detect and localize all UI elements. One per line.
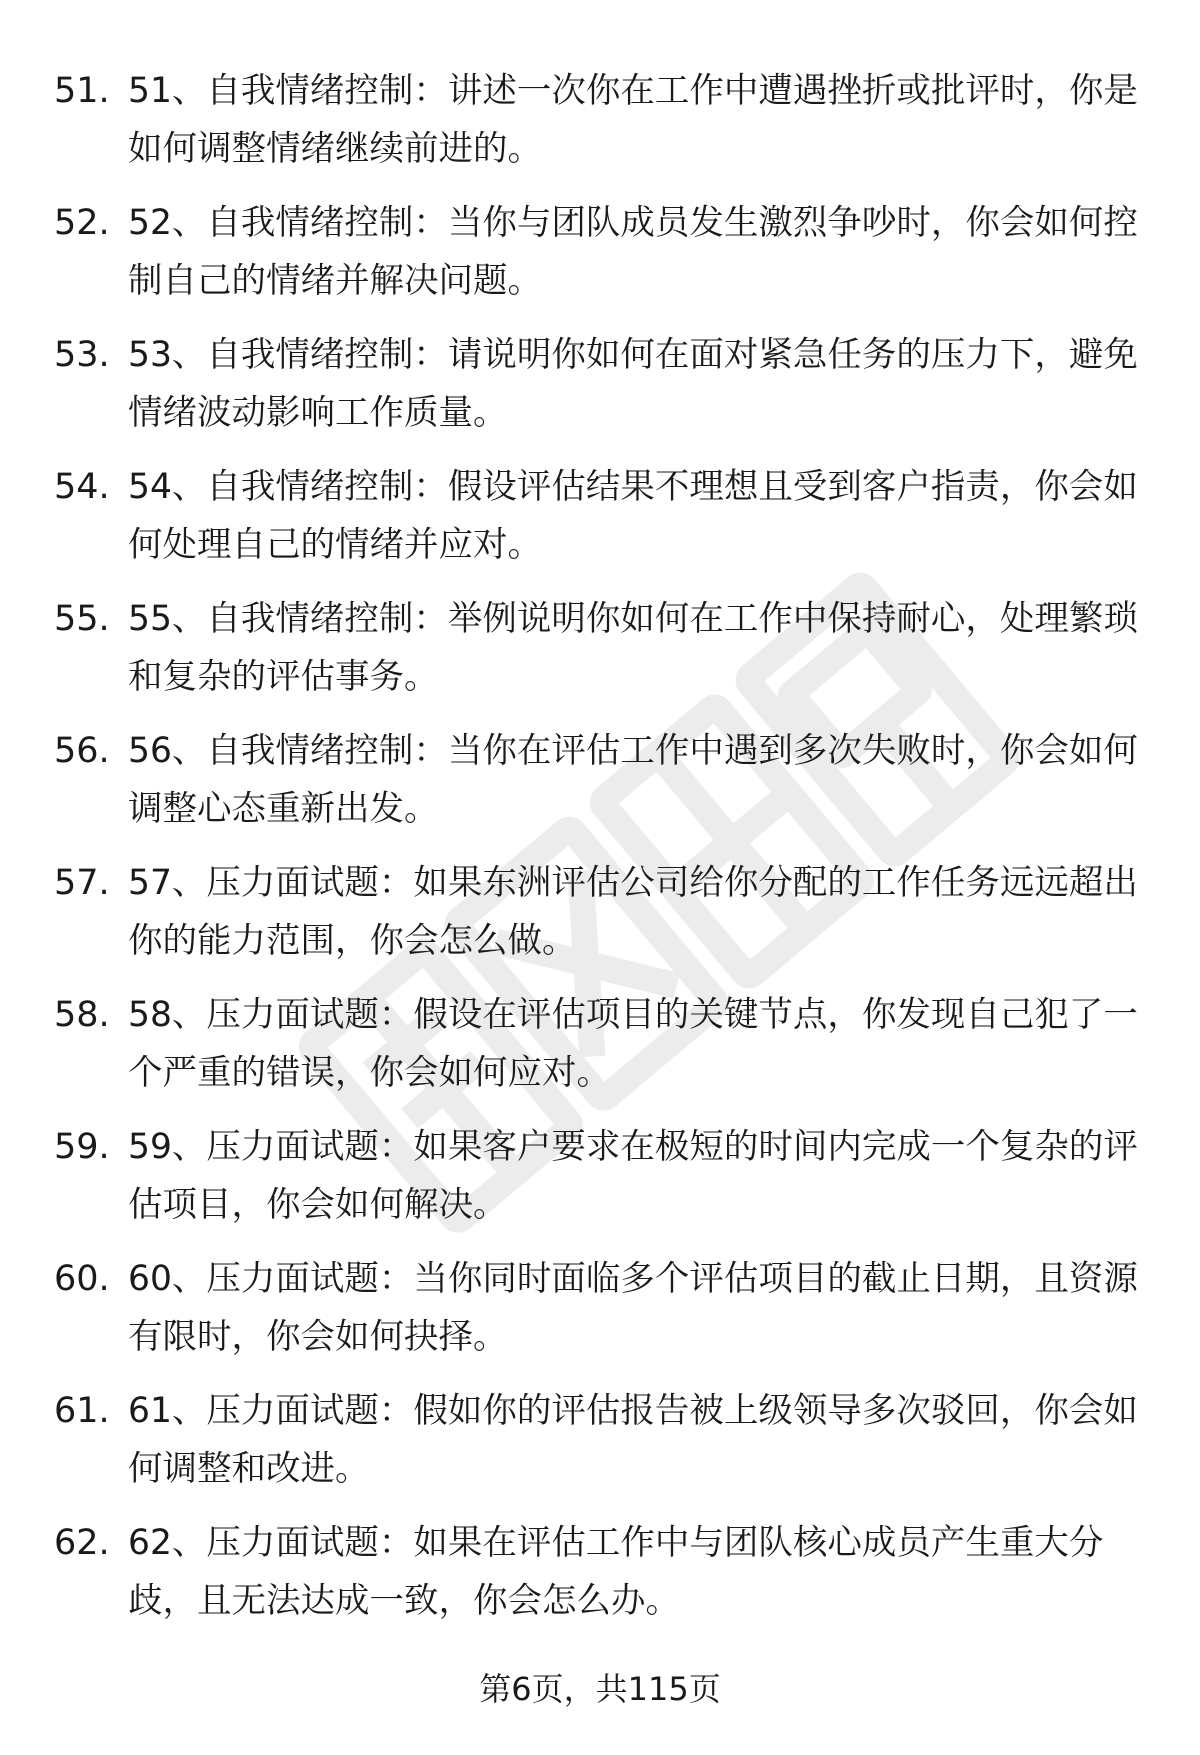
item-number: 60. (54, 1259, 110, 1299)
item-number: 53. (54, 335, 110, 375)
list-item (54, 722, 1144, 854)
list-item (54, 458, 1144, 590)
list-item (54, 590, 1144, 722)
item-number: 59. (54, 1127, 110, 1167)
item-number: 61. (54, 1391, 110, 1431)
item-text: 51、自我情绪控制：讲述一次你在工作中遭遇挫折或批评时，你是如何调整情绪继续前进的。 (128, 71, 1138, 169)
list-item (54, 1250, 1144, 1382)
item-text: 56、自我情绪控制：当你在评估工作中遇到多次失败时，你会如何调整心态重新出发。 (128, 731, 1138, 829)
list-item (54, 194, 1144, 326)
item-number: 54. (54, 467, 110, 507)
list-item (54, 1382, 1144, 1514)
item-text: 60、压力面试题：当你同时面临多个评估项目的截止日期，且资源有限时，你会如何抉择。 (128, 1259, 1138, 1357)
item-number: 51. (54, 71, 110, 111)
item-number: 58. (54, 995, 110, 1035)
item-text: 59、压力面试题：如果客户要求在极短的时间内完成一个复杂的评估项目，你会如何解决。 (128, 1127, 1138, 1225)
list-item (54, 1514, 1144, 1646)
list-item (54, 326, 1144, 458)
item-number: 52. (54, 203, 110, 243)
item-text: 55、自我情绪控制：举例说明你如何在工作中保持耐心，处理繁琐和复杂的评估事务。 (128, 599, 1138, 697)
item-text: 62、压力面试题：如果在评估工作中与团队核心成员产生重大分歧，且无法达成一致，你会怎么办。 (128, 1523, 1104, 1621)
item-text: 57、压力面试题：如果东洲评估公司给你分配的工作任务远远超出你的能力范围，你会怎么做。 (128, 863, 1138, 961)
page-number-footer: 第6页，共115页 (479, 1670, 721, 1708)
question-list (54, 62, 1144, 1646)
item-text: 52、自我情绪控制：当你与团队成员发生激烈争吵时，你会如何控制自己的情绪并解决问题。 (128, 203, 1138, 301)
list-item (54, 1118, 1144, 1250)
item-number: 56. (54, 731, 110, 771)
item-number: 57. (54, 863, 110, 903)
list-item (54, 62, 1144, 194)
item-number: 55. (54, 599, 110, 639)
list-item (54, 854, 1144, 986)
list-item (54, 986, 1144, 1118)
item-number: 62. (54, 1523, 110, 1563)
item-text: 61、压力面试题：假如你的评估报告被上级领导多次驳回，你会如何调整和改进。 (128, 1391, 1138, 1489)
item-text: 53、自我情绪控制：请说明你如何在面对紧急任务的压力下，避免情绪波动影响工作质量。 (128, 335, 1138, 433)
item-text: 58、压力面试题：假设在评估项目的关键节点，你发现自己犯了一个严重的错误，你会如何应对。 (128, 995, 1138, 1093)
item-text: 54、自我情绪控制：假设评估结果不理想且受到客户指责，你会如何处理自己的情绪并应对。 (128, 467, 1138, 565)
